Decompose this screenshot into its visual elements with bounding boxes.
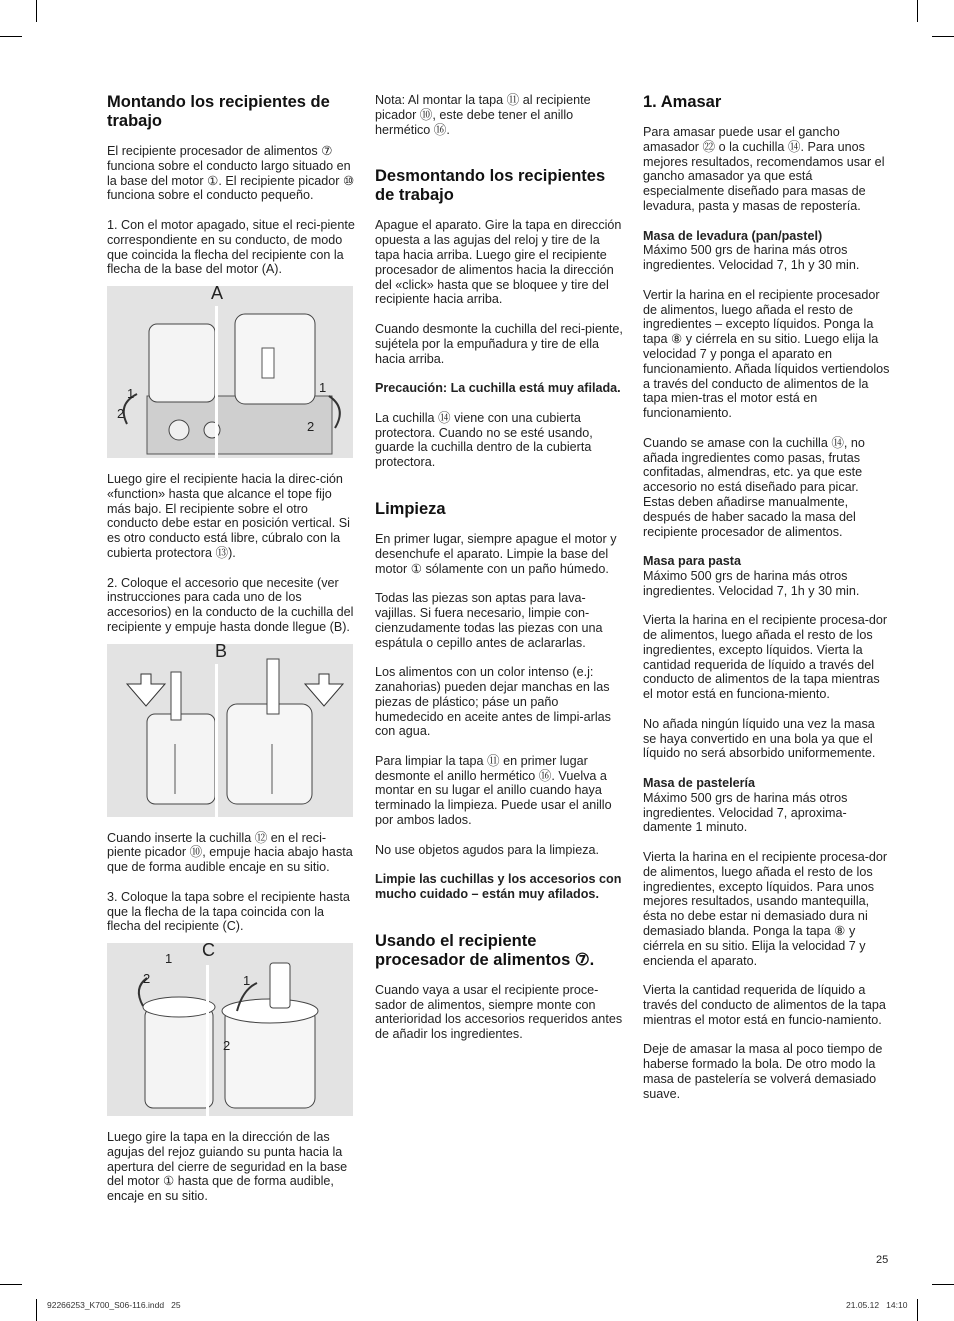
- paragraph: No añada ningún líquido una vez la masa se haya convertido en una bola ya que el líquido no será absorbido uniformemente.: [643, 716, 876, 761]
- subsection: [643, 554, 891, 598]
- paragraph: Máximo 500 grs de harina más otros ingredientes. Velocidad 7, 1h y 30 min.: [643, 243, 860, 273]
- paragraph: El recipiente procesador de alimentos ⑦ funciona sobre el conducto largo situado en la base del motor ①. El recipiente picador ⑩ funciona sobre el conducto pequeño.: [107, 144, 355, 203]
- paragraph: 3. Coloque la tapa sobre el recipiente hasta que la flecha de la tapa coincida con la flecha del recipiente (C).: [107, 889, 350, 934]
- paragraph: Los alimentos con un color intenso (e.j: zanahorias) pueden dejar manchas en las piezas de plástico; páse un paño humedecido en aceite antes de limpi-arlas con agua.: [375, 665, 611, 739]
- figure-b: [107, 644, 353, 817]
- figure-a: [107, 286, 353, 458]
- crop-mark: [917, 0, 918, 22]
- svg-text:2: 2: [307, 418, 315, 434]
- heading-usando: Usando el recipiente procesador de alimentos ⑦.: [375, 931, 595, 969]
- subheading-levadura: Masa de levadura (pan/pastel): [643, 228, 823, 243]
- paragraph: La cuchilla ⑭ viene con una cubierta protectora. Cuando no se esté usando, guarde la cuchilla dentro de la cubierta protectora.: [375, 410, 593, 470]
- crop-mark: [0, 1284, 22, 1285]
- subheading-pasta: Masa para pasta: [643, 554, 742, 569]
- paragraph: Cuando se amase con la cuchilla ⑭, no añada ingredientes como pasas, frutas confitadas, almendras, etc. ya que este accesorio no está diseñado para picar. Estas deben añadirse manualmente, después de haber sacado la masa del recipiente procesador de alimentos.: [643, 435, 865, 539]
- paragraph: En primer lugar, siempre apague el motor y desenchufe el aparato. Limpie la base del motor ① sólamente con un paño húmedo.: [375, 531, 617, 576]
- crop-mark: [932, 36, 954, 37]
- paragraph: Máximo 500 grs de harina más otros ingredientes. Velocidad 7, 1h y 30 min.: [643, 568, 860, 598]
- paragraph: Vierta la harina en el recipiente procesa-dor de alimentos, luego añada el resto de los ingredientes, excepto líquidos. Para unos mejores resultados, usando mantequilla, ésta no debe estar ni demasiado dura ni demasiado blanda. Ponga la tapa ⑧ y ciérrela en su sitio. Elija la velocidad 7 y encienda el aparato.: [643, 850, 888, 968]
- heading-limpieza: Limpieza: [375, 499, 446, 518]
- svg-text:2: 2: [223, 1037, 231, 1053]
- column-2: [375, 93, 623, 1057]
- crop-mark: [0, 36, 22, 37]
- column-3: [643, 93, 891, 1116]
- crop-mark: [36, 1299, 37, 1321]
- paragraph: Vertir la harina en el recipiente procesador de alimentos, luego añada el resto de ingredientes – excepto líquidos. Ponga la tapa ⑧ y ciérrela en su sitio. Luego elija la velocidad 7 y ponga el aparato en funcionamiento. Añada líquidos vertiendolos a través del conducto de alimentos de la tapa mien-tras el motor está en funcionamiento.: [643, 287, 890, 421]
- caution-text: Precaución: La cuchilla está muy afilada.: [375, 381, 621, 396]
- paragraph: Todas las piezas son aptas para lava-vajillas. Si fuera necesario, limpie con-cienzudamente todas las piezas con una espátula o cepillo antes de aclararlas.: [375, 591, 603, 650]
- figure-letter-b: B: [215, 643, 228, 661]
- crop-mark: [917, 1299, 918, 1321]
- paragraph: 1. Con el motor apagado, situe el reci-piente correspondiente en su conducto, de modo que coincida la flecha del recipiente con la flecha de la base del motor (A).: [107, 217, 355, 277]
- paragraph: Máximo 500 grs de harina más otros ingredientes. Velocidad 7, aproxima-damente 1 minuto.: [643, 790, 848, 835]
- paragraph: Vierta la cantidad requerida de líquido a través del conducto de alimentos de la tapa mientras el motor está en funcio-namiento.: [643, 983, 886, 1027]
- footer-file-info: 92266253_K700_S06-116.indd 25: [47, 1300, 181, 1310]
- footer-timestamp: 21.05.12 14:10: [846, 1300, 908, 1310]
- crop-mark: [932, 1284, 954, 1285]
- figure-letter-c: C: [202, 942, 215, 960]
- figure-c: [107, 943, 353, 1116]
- paragraph: Luego gire la tapa en la dirección de las agujas del rejoz guiando su punta hacia la apertura del cierre de seguridad en la base del motor ① hasta que de forma audible, encaje en su sitio.: [107, 1129, 348, 1204]
- svg-text:2: 2: [143, 970, 151, 986]
- subsection: [643, 776, 891, 835]
- paragraph: Cuando vaya a usar el recipiente proce-sador de alimentos, siempre monte con anterioridad los accesorios requeridos antes de añadir los ingredientes.: [375, 982, 623, 1042]
- svg-text:1: 1: [165, 950, 173, 966]
- subheading-pasteleria: Masa de pastelería: [643, 776, 756, 791]
- paragraph: Luego gire el recipiente hacia la direc-ción «function» hasta que alcance el tope fijo más bajo. El recipiente sobre el otro conducto debe estar en posición vertical. Si es otro conducto está libre, cúbralo con la cubierta protectora ⑬).: [107, 471, 350, 560]
- paragraph: Para amasar puede usar el gancho amasador ㉒ o la cuchilla ⑭. Para unos mejores resultados, recomendamos usar el gancho amasador ya que está especialmente diseñado para masas de levadura, pasta y masas de repostería.: [643, 125, 885, 213]
- svg-text:1: 1: [127, 385, 135, 401]
- crop-mark: [36, 0, 37, 22]
- paragraph: Deje de amasar la masa al poco tiempo de haberse formado la bola. De otro modo la masa de pastelería se volverá demasiado suave.: [643, 1042, 883, 1101]
- figure-c-illustration: [107, 943, 353, 1116]
- figure-a-illustration: [107, 286, 353, 458]
- heading-montando: Montando los recipientes de trabajo: [107, 93, 330, 130]
- figure-b-illustration: [107, 644, 353, 817]
- subsection: [643, 229, 891, 273]
- paragraph: 2. Coloque el accesorio que necesite (ver instrucciones para cada uno de los accesorios) en la conducto de la cuchilla del recipiente y empuje hasta donde llegue (B).: [107, 575, 354, 634]
- paragraph: Apague el aparato. Gire la tapa en dirección opuesta a las agujas del reloj y tire de la tapa hacia arriba. Luego gire el recipiente procesador de alimentos hacia la dirección del «click» hasta que se bloquee y tire del recipiente hacia arriba.: [375, 218, 622, 307]
- warning-text: Limpie las cuchillas y los accesorios con mucho cuidado – están muy afilados.: [375, 872, 622, 902]
- svg-text:1: 1: [243, 972, 251, 988]
- figure-letter-a: A: [211, 285, 224, 303]
- paragraph: No use objetos agudos para la limpieza.: [375, 842, 600, 857]
- note: Nota: Al montar la tapa ⑪ al recipiente picador ⑩, este debe tener el anillo hermético ⑯.: [375, 93, 591, 137]
- paragraph: Cuando inserte la cuchilla ⑫ en el reci-piente picador ⑩, empuje hacia abajo hasta que de forma audible encaje en su sitio.: [107, 830, 353, 875]
- svg-text:1: 1: [319, 379, 327, 395]
- column-1: [107, 93, 355, 1219]
- paragraph: Cuando desmonte la cuchilla del reci-piente, sujétela por la empuñadura y tire de ella hacia arriba.: [375, 321, 623, 366]
- paragraph: Para limpiar la tapa ⑪ en primer lugar desmonte el anillo hermético ⑯. Vuelva a montar en su lugar el anillo cuando haya terminado la limpieza. Puede usar el anillo por ambos lados.: [375, 753, 612, 828]
- svg-text:2: 2: [117, 405, 125, 421]
- paragraph: Vierta la harina en el recipiente procesa-dor de alimentos, luego añada el resto de los ingredientes, excepto líquidos. Vierta la cantidad requerida de líquido a través del conducto de alimentos de la tapa mientras el motor está en funciona-miento.: [643, 613, 888, 702]
- heading-amasar: 1. Amasar: [643, 93, 722, 111]
- heading-desmontando: Desmontando los recipientes de trabajo: [375, 167, 606, 205]
- page-number: 25: [876, 1254, 889, 1266]
